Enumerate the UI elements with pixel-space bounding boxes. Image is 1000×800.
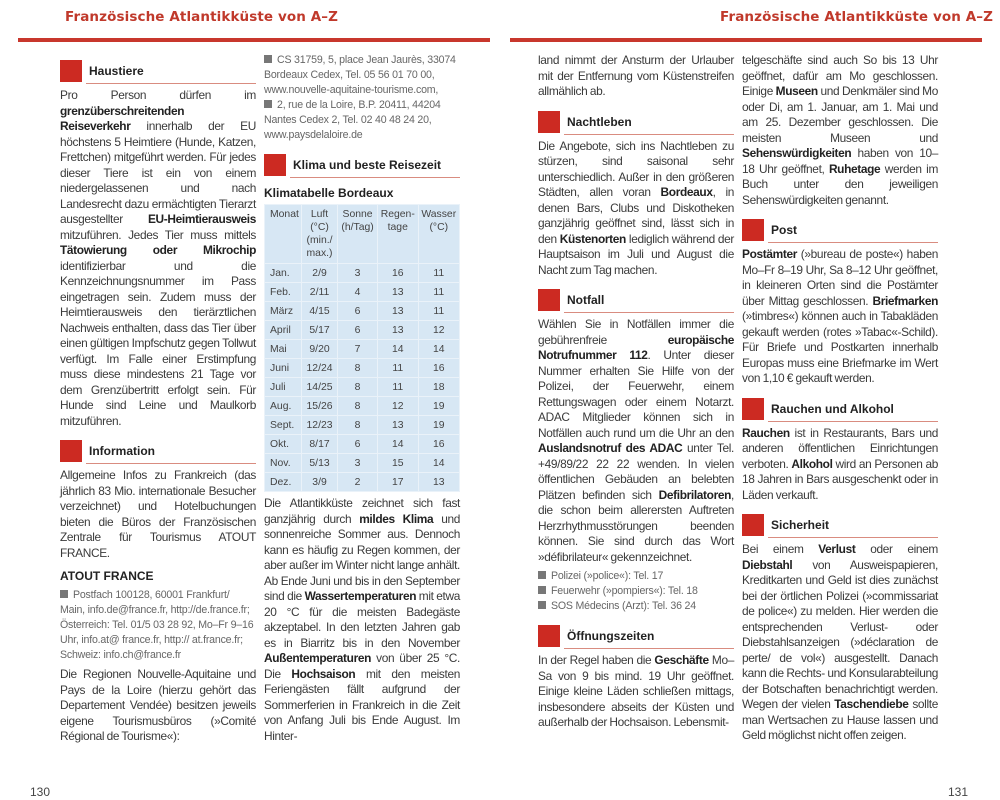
square-bullet-icon — [538, 601, 546, 609]
table-cell: 19 — [418, 397, 459, 416]
bold-term: Rauchen — [742, 425, 790, 440]
subheading: Klimatabelle Bordeaux — [264, 186, 394, 200]
bold-term: Bordeaux — [660, 185, 713, 199]
column-header: Regen-tage — [377, 205, 418, 264]
text-run: telgeschäfte sind auch So bis 13 Uhr geöffnet, dafür am Mo geschlossen. Einige — [742, 53, 938, 98]
table-cell: 3 — [338, 264, 378, 283]
info-entry — [538, 569, 734, 584]
body-paragraph — [538, 653, 734, 731]
section-marker-square — [742, 398, 764, 420]
bold-term: Diebstahl — [742, 557, 793, 572]
text-run: In der Regel haben die — [538, 653, 655, 667]
table-row — [265, 302, 460, 321]
bold-term: Verlust — [818, 542, 856, 556]
table-cell: 5/17 — [301, 321, 337, 340]
section-title: Nachtleben — [567, 114, 632, 129]
body-paragraph — [742, 53, 938, 208]
column-1 — [60, 49, 256, 745]
table-cell: April — [265, 321, 302, 340]
table-cell: 2 — [338, 473, 378, 492]
square-bullet-icon — [264, 55, 272, 63]
table-cell: 4/15 — [301, 302, 337, 321]
section-heading — [60, 60, 256, 84]
table-cell: 11 — [418, 302, 459, 321]
text-run: sollte man Wertsachen zu Hause lassen und Geld möglichst nicht offen zeigen. — [742, 697, 938, 742]
table-row — [265, 378, 460, 397]
section-heading — [742, 514, 938, 538]
table-row — [265, 397, 460, 416]
table-cell: 8/17 — [301, 435, 337, 454]
table-cell: Feb. — [265, 283, 302, 302]
table-cell: Jan. — [265, 264, 302, 283]
info-entry — [60, 588, 256, 663]
text-run: (»bureau de poste«) haben Mo–Fr 8–19 Uhr, Sa 8–12 Uhr geöffnet, in kleineren Orten sind die Postämter über Mittag geschlossen. — [742, 247, 938, 308]
square-bullet-icon — [538, 571, 546, 579]
section-title: Öffnungszeiten — [567, 629, 655, 643]
info-text: CS 31759, 5, place Jean Jaurès, 33074 Bordeaux Cedex, Tel. 05 56 01 70 00, www.nouvelle-aquitaine-tourisme.com, — [264, 54, 456, 96]
body-paragraph — [742, 426, 938, 504]
section-underline — [768, 242, 938, 243]
section-underline — [86, 463, 256, 464]
table-cell: 16 — [377, 264, 418, 283]
bold-term: Taschendiebe — [834, 697, 909, 711]
body-paragraph — [60, 88, 256, 429]
table-cell: 8 — [338, 378, 378, 397]
text-run: Bei einem — [742, 542, 819, 556]
table-cell: 2/11 — [301, 283, 337, 302]
table-header-row — [265, 205, 460, 264]
section-title: Haustiere — [89, 64, 144, 78]
table-cell: Juni — [265, 359, 302, 378]
info-text: Feuerwehr (»pompiers«): Tel. 18 — [551, 585, 698, 597]
table-cell: 7 — [338, 340, 378, 359]
table-cell: 4 — [338, 283, 378, 302]
section-marker-square — [538, 289, 560, 311]
table-cell: 6 — [338, 321, 378, 340]
table-cell: Juli — [265, 378, 302, 397]
table-cell: 13 — [377, 283, 418, 302]
table-cell: Nov. — [265, 454, 302, 473]
bold-term: Außentemperaturen — [264, 651, 372, 665]
section-heading — [538, 625, 734, 649]
table-cell: Mai — [265, 340, 302, 359]
table-cell: 14 — [418, 454, 459, 473]
table-cell: 8 — [338, 397, 378, 416]
section-underline — [768, 421, 938, 422]
table-cell: 5/13 — [301, 454, 337, 473]
table-cell: 2/9 — [301, 264, 337, 283]
column-header: Wasser (°C) — [418, 205, 459, 264]
table-cell: 15/26 — [301, 397, 337, 416]
text-run: wird an Personen ab 18 Jahren in Bars ausgeschenkt oder in Läden verkauft. — [742, 456, 938, 502]
info-text: Polizei (»police«): Tel. 17 — [551, 570, 664, 582]
info-text: 2, rue de la Loire, B.P. 20411, 44204 Nantes Cedex 2, Tel. 02 40 48 24 20, www.paysdelaloire.de — [264, 99, 441, 141]
section-heading — [742, 219, 938, 243]
text-run: von über 25 °C. Die — [264, 651, 460, 681]
text-run: ist in Restaurants, Bars und anderen öffentlichen Einrichtungen verboten. — [742, 425, 938, 471]
section-heading — [60, 440, 256, 464]
table-cell: Okt. — [265, 435, 302, 454]
bold-term: Alkohol — [791, 456, 833, 471]
body-paragraph — [538, 139, 734, 279]
info-text: SOS Médecins (Arzt): Tel. 36 24 — [551, 600, 696, 612]
bold-term: Museen — [775, 84, 818, 98]
column-4 — [742, 49, 938, 744]
body-paragraph — [742, 247, 938, 387]
text-run: innerhalb der EU höchstens 5 Heimtiere (Hunde, Katzen, Frettchen) mitgeführt werden. Für jedes dieser Tiere ist ein von einem niedergelassenen und nach Landesrecht dazu ermächtigten Tierarzt ausgestellter — [60, 119, 256, 226]
text-run: Mo–Sa von 9 bis mind. 19 Uhr geöffnet. Einige kleine Läden schließen mittags, insbesondere abseits der Küsten und außerhalb der Hochsaison. Lebensmit- — [538, 653, 734, 729]
text-run: und Denkmäler sind Mo oder Di, am 1. Januar, am 1. Mai und am 25. Dezember geschlossen. Die meisten Museen und — [742, 84, 938, 145]
table-cell: 13 — [377, 321, 418, 340]
text-run: und sonnenreiche Sommer aus. Dennoch kann es häufig zu Regen kommen, der aber außer im Winter nicht lange anhält. Ab Ende Juni und bis in den September sind die — [264, 511, 460, 603]
info-entry — [538, 584, 734, 599]
text-run: Pro Person dürfen im — [60, 88, 256, 102]
table-cell: 12/24 — [301, 359, 337, 378]
running-header-right: Französische Atlantikküste von A–Z — [720, 9, 994, 25]
text-run: Wählen Sie in Notfällen immer die gebührenfreie — [538, 317, 734, 347]
text-run: mit den meisten Feriengästen fällt aufgrund der Sommerferien in Frankreich in die Zeit von Anfang Juli bis Ende August. Im Hinter- — [264, 666, 460, 743]
table-row — [265, 264, 460, 283]
section-underline — [564, 312, 734, 313]
text-run: identifizierbar und die Kennzeichnungsnummer im Pass eingetragen sein. Zudem muss der Heimtierausweis den tierärztlichen Nachweis enthalten, dass das Tier über einen gültigen Impfschutz gegen Tollwut verfügt. Im Falle einer Erstimpfung muss diese mindestens 21 Tage vor dem Grenzübertritt erfolgt sein. Für Hunde sind Leine und Maulkorb mitzuführen. — [60, 258, 256, 428]
text-run: unter Tel. +49/89/22 22 22 wenden. In vielen öffentlichen Gebäuden an belebten Plätzen befinden sich — [538, 441, 734, 502]
text-run: von Ausweispapieren, Kreditkarten und Geld ist dies zunächst bei der örtlichen Polizei (»commissariat de police«) zu melden. Hier werden die entsprechenden Verlust- oder Diebstahlsanzeigen (»déclaration de perte/ de vol«) ausgestellt. Danach kann die Rechts- und Konsularabteilung der Botschaften benachrichtigt werden. Wegen der vielen — [742, 557, 938, 711]
table-cell: 11 — [377, 378, 418, 397]
bold-term: mildes Klima — [359, 511, 434, 526]
table-cell: 11 — [418, 264, 459, 283]
table-row — [265, 340, 460, 359]
table-cell: 11 — [377, 359, 418, 378]
section-underline — [290, 177, 460, 178]
table-cell: 6 — [338, 435, 378, 454]
table-cell: 12 — [418, 321, 459, 340]
table-cell: Dez. — [265, 473, 302, 492]
section-marker-square — [538, 625, 560, 647]
column-2 — [264, 49, 460, 744]
climate-table — [264, 204, 460, 492]
body-paragraph — [60, 468, 256, 561]
text-run: mitzuführen. Jedes Tier muss mittels — [60, 227, 256, 242]
table-cell: 19 — [418, 416, 459, 435]
table-row — [265, 473, 460, 492]
subheading: ATOUT FRANCE — [60, 569, 154, 583]
table-cell: Sept. — [265, 416, 302, 435]
climate-table-grid — [264, 204, 460, 492]
page-number-right: 131 — [948, 785, 969, 799]
square-bullet-icon — [264, 100, 272, 108]
info-text: Postfach 100128, 60001 Frankfurt/ Main, info.de@france.fr, http://de.france.fr; Österreich: Tel. 01/5 03 28 92, Mo–Fr 9–16 Uhr, info.at@ france.fr, http:// at.france.fr; Schweiz: info.ch@france.fr — [60, 589, 254, 661]
bold-term: Postämter — [742, 247, 798, 261]
table-cell: 13 — [377, 416, 418, 435]
bold-term: Geschäfte — [654, 653, 709, 667]
table-cell: 16 — [418, 435, 459, 454]
table-cell: 6 — [338, 302, 378, 321]
header-rule-right — [510, 38, 982, 42]
table-cell: 3/9 — [301, 473, 337, 492]
page-number-left: 130 — [30, 785, 51, 799]
text-run: haben von 10–18 Uhr geöffnet, — [742, 146, 938, 176]
bold-term: Auslandsnotruf des ADAC — [538, 441, 683, 455]
column-3 — [538, 49, 734, 731]
section-title: Rauchen und Alkohol — [771, 401, 894, 416]
address-block — [264, 53, 460, 143]
text-run: land nimmt der Ansturm der Urlauber mit der Entfernung vom Küstenstreifen allmählich ab. — [538, 53, 734, 98]
table-cell: 17 — [377, 473, 418, 492]
text-run: oder einem — [855, 542, 938, 556]
body-paragraph — [742, 542, 938, 744]
bold-term: europäische Notrufnummer 112 — [538, 332, 734, 362]
section-underline — [564, 648, 734, 649]
table-cell: 3 — [338, 454, 378, 473]
table-cell: 14 — [377, 340, 418, 359]
body-paragraph — [264, 496, 460, 744]
square-bullet-icon — [538, 586, 546, 594]
address-block — [538, 569, 734, 614]
text-run: . Unter dieser Nummer erhalten Sie Hilfe von der Polizei, der Feuerwehr, einem Rettungswagen oder einem Notarzt. ADAC Mitglieder können sich in Notfällen auch rund um die Uhr an den — [538, 348, 734, 440]
table-cell: 11 — [418, 283, 459, 302]
square-bullet-icon — [60, 590, 68, 598]
header-rule-left — [18, 38, 490, 42]
text-run: Die Angebote, sich ins Nachtleben zu stürzen, sind saisonal sehr unterschiedlich. Außer in den größeren Städten, allen voran — [538, 138, 734, 199]
text-run: , in denen Bars, Clubs und Diskotheken ganzjährig geöffnet sind, lässt sich in den — [538, 185, 734, 246]
table-cell: 12 — [377, 397, 418, 416]
body-paragraph — [538, 317, 734, 565]
running-header-left: Französische Atlantikküste von A–Z — [65, 9, 339, 25]
text-run: lediglich während der Hauptsaison im Juli und August die Nacht zum Tag machen. — [538, 231, 734, 277]
text-run: werden im Buch unter den jeweiligen Sehenswürdigkeiten genannt. — [742, 161, 938, 207]
section-underline — [86, 83, 256, 84]
text-run: Allgemeine Infos zu Frankreich (das jährlich 83 Mio. internationale Besucher verzeichnet) und Hotelbuchungen bieten die Büros der Französischen Zentrale für Tourismus ATOUT FRANCE. — [60, 468, 256, 560]
table-cell: März — [265, 302, 302, 321]
section-marker-square — [538, 111, 560, 133]
info-entry — [264, 53, 460, 98]
section-title: Klima und beste Reisezeit — [293, 158, 442, 172]
table-cell: 13 — [418, 473, 459, 492]
table-cell: 14 — [377, 435, 418, 454]
info-entry — [264, 98, 460, 143]
table-cell: 14/25 — [301, 378, 337, 397]
section-heading — [538, 111, 734, 135]
bold-term: Briefmarken — [872, 293, 938, 308]
table-cell: 12/23 — [301, 416, 337, 435]
table-cell: 16 — [418, 359, 459, 378]
table-cell: 14 — [418, 340, 459, 359]
section-marker-square — [742, 219, 764, 241]
table-row — [265, 435, 460, 454]
section-title: Sicherheit — [771, 518, 830, 532]
section-title: Post — [771, 223, 798, 237]
column-header: Monat — [265, 205, 302, 264]
section-heading — [742, 398, 938, 422]
body-paragraph — [60, 667, 256, 745]
text-run: , die schon beim allerersten Auftreten Herzrhythmusstörungen beenden können. Sie sind durch das Wort »défibrilateur« gekennzeichnet. — [538, 487, 734, 564]
body-paragraph — [538, 53, 734, 100]
table-row — [265, 416, 460, 435]
section-title: Notfall — [567, 293, 605, 307]
bold-term: EU-Heimtierausweis — [147, 212, 256, 226]
info-entry — [538, 599, 734, 614]
section-title: Information — [89, 444, 155, 458]
bold-term: Sehenswürdigkeiten — [742, 146, 852, 160]
address-block — [60, 588, 256, 663]
table-cell: 9/20 — [301, 340, 337, 359]
table-row — [265, 321, 460, 340]
text-run: Die Atlantikküste zeichnet sich fast ganzjährig durch — [264, 496, 460, 526]
section-marker-square — [742, 514, 764, 536]
column-header: Luft (°C) (min./ max.) — [301, 205, 337, 264]
bold-term: Wassertemperaturen — [304, 589, 417, 603]
section-heading — [264, 154, 460, 178]
section-heading — [538, 289, 734, 313]
text-run: Die Regionen Nouvelle-Aquitaine und Pays de la Loire (hierzu gehört das Departement Vendée) besitzen jeweils eigene Tourismusbüros (»Comité Régional de Tourisme«): — [60, 667, 256, 743]
table-row — [265, 359, 460, 378]
table-cell: 18 — [418, 378, 459, 397]
section-underline — [564, 134, 734, 135]
table-cell: 13 — [377, 302, 418, 321]
table-row — [265, 283, 460, 302]
section-underline — [768, 537, 938, 538]
section-marker-square — [60, 440, 82, 462]
table-row — [265, 454, 460, 473]
bold-term: Hochsaison — [291, 666, 356, 681]
table-cell: 8 — [338, 359, 378, 378]
text-run: (»timbres«) können auch in Tabakläden gekauft werden (rotes »Tabac«-Schild). Für Briefe und Postkarten innerhalb Europas muss eine Briefmarke im Wert von 1,10 € gekauft werden. — [742, 309, 938, 385]
section-marker-square — [264, 154, 286, 176]
table-cell: Aug. — [265, 397, 302, 416]
bold-term: Ruhetage — [828, 161, 881, 176]
column-header: Sonne (h/Tag) — [338, 205, 378, 264]
table-cell: 15 — [377, 454, 418, 473]
section-marker-square — [60, 60, 82, 82]
text-run: mit etwa 20 °C für die meisten Badegäste akzeptabel. In den letzten Jahren gab es in Biarritz bis in den November — [264, 589, 460, 650]
bold-term: grenzüberschreitenden Reiseverkehr — [60, 103, 185, 133]
bold-term: Tätowierung oder Mikrochip — [60, 243, 256, 257]
bold-term: Defibrilatoren — [658, 487, 732, 502]
bold-term: Küstenorten — [559, 231, 626, 246]
table-cell: 8 — [338, 416, 378, 435]
